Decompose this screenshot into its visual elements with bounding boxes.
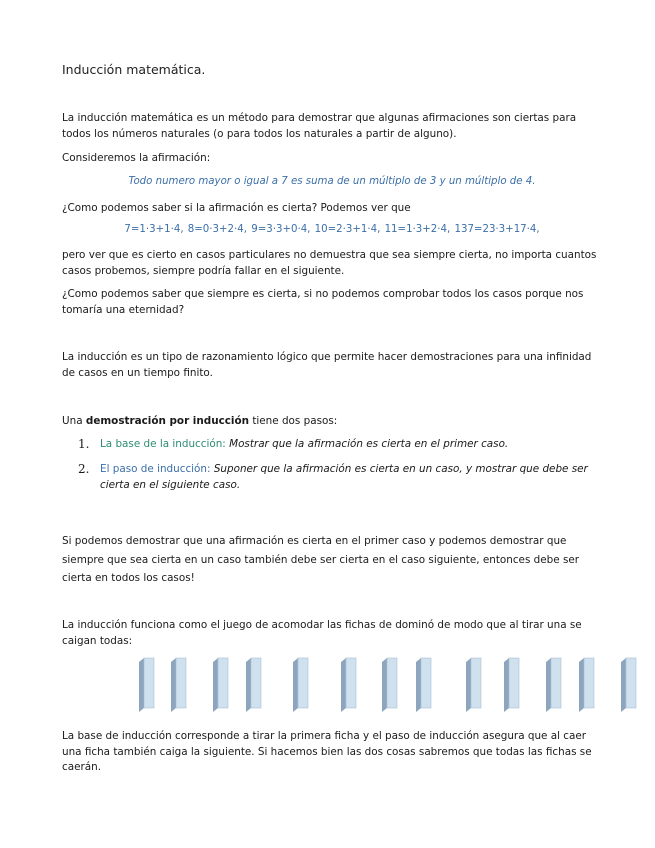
step-text: Mostrar que la afirmación es cierta en el primer caso.	[229, 438, 509, 450]
step-label: El paso de inducción:	[100, 463, 211, 475]
step-item-1	[78, 437, 598, 457]
domino-tile	[579, 658, 594, 712]
how-question: ¿Como podemos saber si la afirmación es cierta? Podemos ver que	[62, 202, 411, 214]
domino-tile	[382, 658, 397, 712]
step-text: Suponer que la afirmación es cierta en un caso, y mostrar que debe ser cierta en el siguiente caso.	[100, 463, 588, 491]
claim-statement: Todo numero mayor o igual a 7 es suma de un múltiplo de 3 y un múltiplo de 4.	[128, 176, 536, 187]
intro-paragraph: La inducción matemática es un método para demostrar que algunas afirmaciones son ciertas para todos los números naturales (o para todos los naturales a partir de alguno).	[62, 112, 577, 140]
domino-tile	[466, 658, 481, 712]
domino-explanation: La base de inducción corresponde a tirar la primera ficha y el paso de inducción asegura que al caer una ficha también caiga la siguiente. Si hacemos bien las dos cosas sabremos que todas las fichas se caerán.	[62, 730, 592, 773]
examples-line: 7=1·3+1·4, 8=0·3+2·4, 9=3·3+0·4, 10=2·3+1·4, 11=1·3+2·4, 137=23·3+17·4,	[124, 224, 540, 235]
step-number: 2.	[78, 462, 90, 476]
domino-tile	[341, 658, 356, 712]
domino-tile	[246, 658, 261, 712]
step-label: La base de la inducción:	[100, 438, 226, 450]
domino-intro: La inducción funciona como el juego de acomodar las fichas de dominó de modo que al tirar una se caigan todas:	[62, 619, 582, 647]
particular-paragraph: pero ver que es cierto en casos particulares no demuestra que sea siempre cierta, no importa cuantos casos probemos, siempre podría fallar en el siguiente.	[62, 249, 597, 277]
domino-tile	[416, 658, 431, 712]
domino-tile	[171, 658, 186, 712]
always-question: ¿Como podemos saber que siempre es cierta, si no podemos comprobar todos los casos porque nos tomaría una eternidad?	[62, 288, 584, 316]
conclusion-paragraph: Si podemos demostrar que una afirmación es cierta en el primer caso y podemos demostrar que siempre que sea cierta en un caso también debe ser cierta en el caso siguiente, entonces debe ser cierta en todos los casos!	[62, 535, 580, 584]
steps-intro-pre: Una	[62, 415, 86, 427]
steps-intro-bold: demostración por inducción	[85, 415, 250, 427]
page-title: Inducción matemática.	[62, 62, 206, 77]
domino-tile	[213, 658, 228, 712]
consider-paragraph: Consideremos la afirmación:	[62, 152, 211, 164]
domino-tile	[293, 658, 308, 712]
domino-tile	[504, 658, 519, 712]
step-number: 1.	[78, 437, 90, 451]
domino-illustration	[136, 656, 655, 714]
step-item-2	[78, 462, 598, 496]
induction-definition: La inducción es un tipo de razonamiento lógico que permite hacer demostraciones para una infinidad de casos en un tiempo finito.	[62, 351, 592, 379]
domino-tile	[139, 658, 154, 712]
steps-intro	[62, 414, 602, 430]
steps-intro-post: tiene dos pasos:	[249, 415, 338, 427]
domino-tile	[621, 658, 636, 712]
domino-tile	[546, 658, 561, 712]
